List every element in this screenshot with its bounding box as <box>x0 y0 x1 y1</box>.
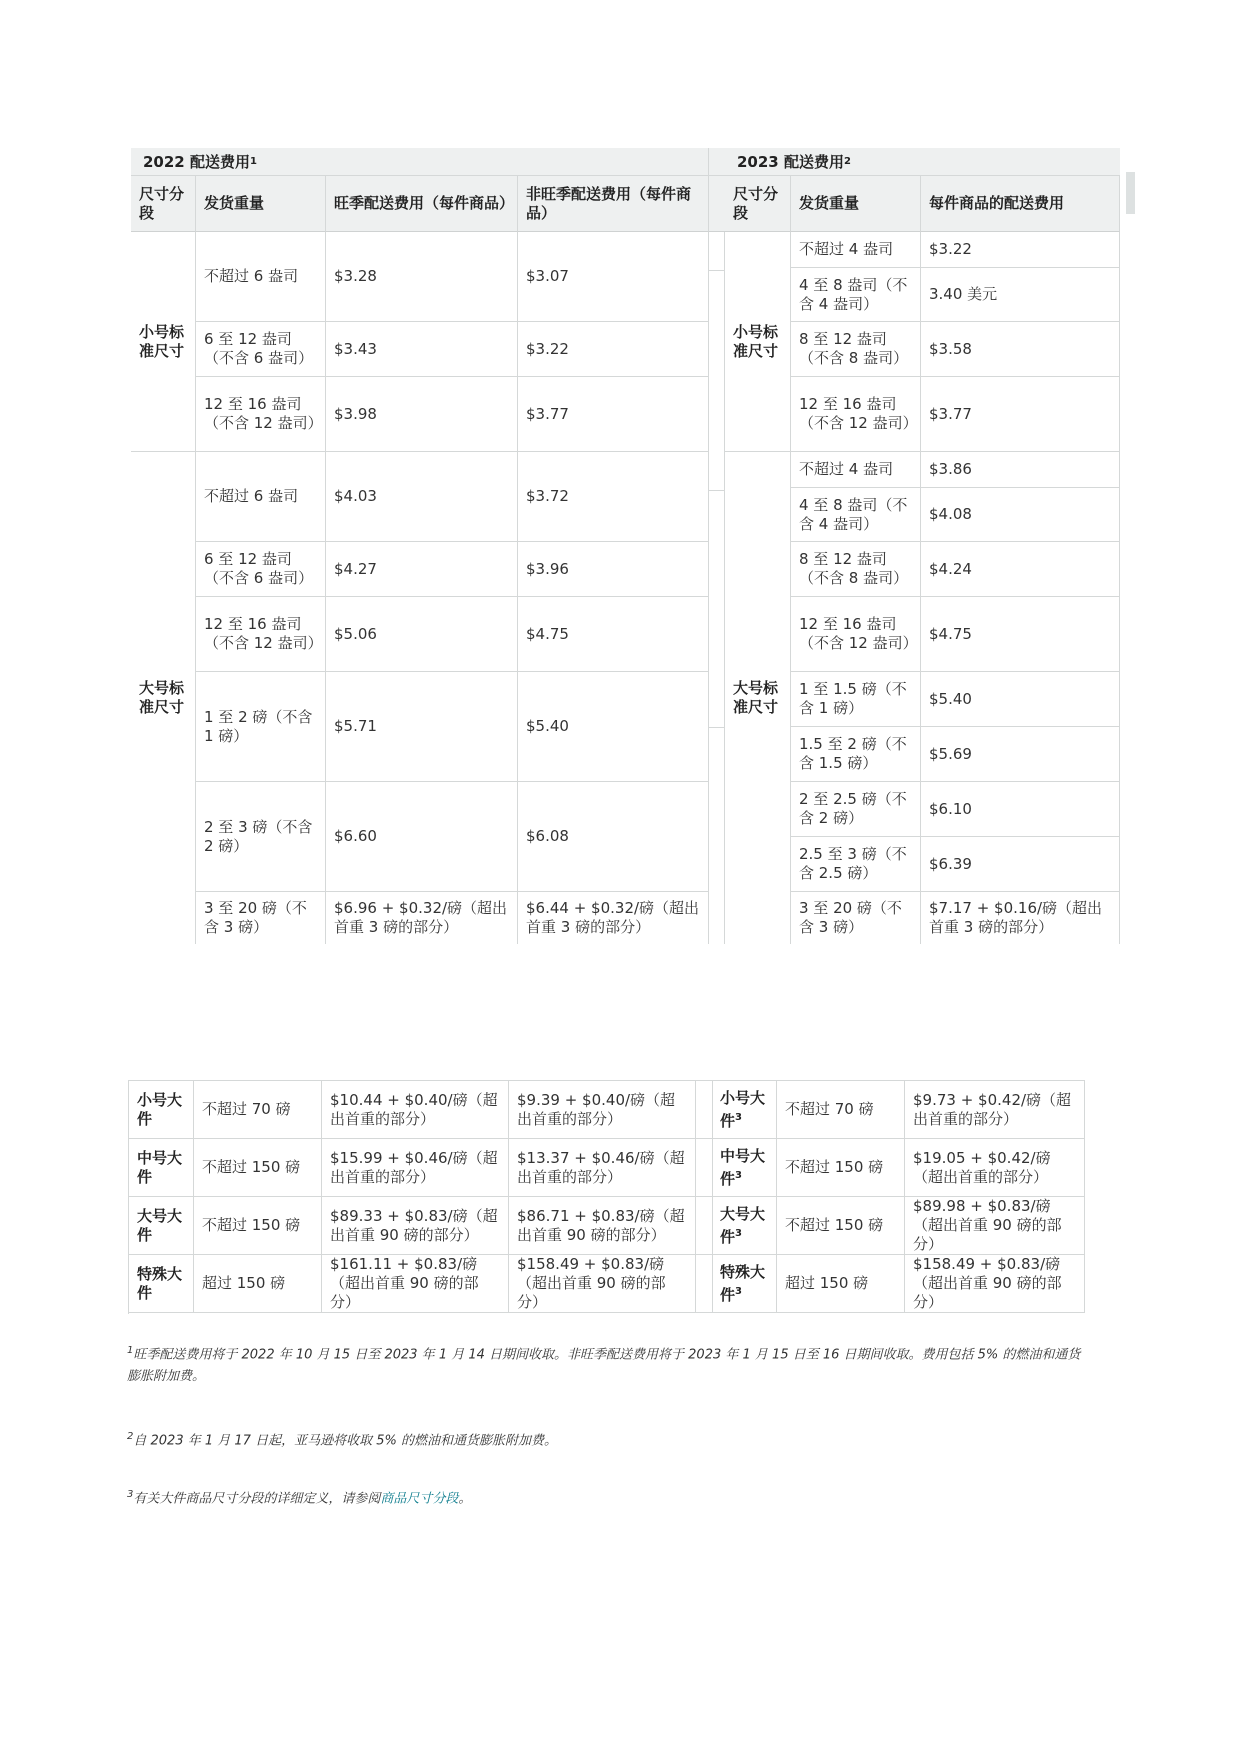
gap-rowline <box>709 727 725 728</box>
table-cell: $6.10 <box>921 782 1120 837</box>
cat2-label: 大号大件 <box>720 1204 766 1246</box>
table-cell: 不超过 70 磅 <box>777 1081 905 1139</box>
header-fee-2023: 每件商品的配送费用 <box>921 176 1120 232</box>
header-offpeak-fee: 非旺季配送费用（每件商品） <box>518 176 709 232</box>
table-cell: $3.72 <box>518 452 709 542</box>
table-cell: 不超过 150 磅 <box>194 1197 322 1255</box>
table-cell: $5.40 <box>518 672 709 782</box>
gap-cell <box>696 1255 713 1313</box>
gap-rowline <box>709 270 725 271</box>
title-2023 <box>725 148 1120 176</box>
title-2022 <box>131 148 709 176</box>
gap-cell <box>696 1081 713 1139</box>
table-cell: $158.49 + $0.83/磅（超出首重 90 磅的部分） <box>509 1255 696 1313</box>
footnote-ref-3: 3 <box>735 1227 742 1239</box>
header-size-tier-2023: 尺寸分段 <box>725 176 791 232</box>
table-row: 不超过 4 盎司 <box>791 452 921 488</box>
cat2-label: 中号大件 <box>720 1146 766 1188</box>
footnote-1-marker: 1 <box>127 1345 134 1356</box>
table-row: 1 至 1.5 磅（不含 1 磅） <box>791 672 921 727</box>
table-cell: 超过 150 磅 <box>194 1255 322 1313</box>
header-size-tier-2022: 尺寸分段 <box>131 176 196 232</box>
footnote-ref-3: 3 <box>735 1285 742 1297</box>
table-row: 6 至 12 盎司（不含 6 盎司） <box>196 322 326 377</box>
header-weight-2022: 发货重量 <box>196 176 326 232</box>
table-row: 4 至 8 盎司（不含 4 盎司） <box>791 488 921 542</box>
footnote-2-marker: 2 <box>127 1431 134 1442</box>
size-tier-oversize-2023 <box>712 1197 777 1255</box>
size-tier-oversize-2023 <box>712 1139 777 1197</box>
size-tier-link[interactable]: 商品尺寸分段 <box>380 1491 459 1507</box>
table-row: 3 至 20 磅（不含 3 磅） <box>791 892 921 944</box>
gap-rowline <box>709 490 725 491</box>
table-cell: $3.28 <box>326 232 518 322</box>
table-cell: $7.17 + $0.16/磅（超出首重 3 磅的部分） <box>921 892 1120 944</box>
table-cell: $4.27 <box>326 542 518 597</box>
scrollbar-thumb[interactable] <box>1126 172 1135 214</box>
table-row: 6 至 12 盎司（不含 6 盎司） <box>196 542 326 597</box>
table-cell: $9.73 + $0.42/磅（超出首重的部分） <box>905 1081 1085 1139</box>
table-row: 8 至 12 盎司（不含 8 盎司） <box>791 322 921 377</box>
table-cell: $3.22 <box>518 322 709 377</box>
footnote-3 <box>127 1484 1087 1510</box>
table-cell: $3.77 <box>921 377 1120 452</box>
table-cell: $6.39 <box>921 837 1120 892</box>
table-row: 2.5 至 3 磅（不含 2.5 磅） <box>791 837 921 892</box>
table-cell: $3.22 <box>921 232 1120 268</box>
size-tier-oversize: 特殊大件 <box>129 1255 194 1313</box>
table-cell: $5.06 <box>326 597 518 672</box>
table-cell: $161.11 + $0.83/磅（超出首重 90 磅的部分） <box>322 1255 509 1313</box>
size-tier-small-2023: 小号标准尺寸 <box>725 232 791 452</box>
table-cell: $4.24 <box>921 542 1120 597</box>
size-tier-small-2022: 小号标准尺寸 <box>131 232 196 452</box>
table-cell: $4.75 <box>921 597 1120 672</box>
table-row: 12 至 16 盎司（不含 12 盎司） <box>196 597 326 672</box>
table-cell: $9.39 + $0.40/磅（超出首重的部分） <box>509 1081 696 1139</box>
gap-cell <box>696 1139 713 1197</box>
table-cell: $3.43 <box>326 322 518 377</box>
table-row: 3 至 20 磅（不含 3 磅） <box>196 892 326 944</box>
table-cell: 超过 150 磅 <box>777 1255 905 1313</box>
size-tier-large-2022: 大号标准尺寸 <box>131 452 196 944</box>
table-row: 8 至 12 盎司（不含 8 盎司） <box>791 542 921 597</box>
table-row: 12 至 16 盎司（不含 12 盎司） <box>196 377 326 452</box>
table-row: 不超过 6 盎司 <box>196 232 326 322</box>
size-tier-oversize: 小号大件 <box>129 1081 194 1139</box>
table-cell: $4.08 <box>921 488 1120 542</box>
table-row: 12 至 16 盎司（不含 12 盎司） <box>791 377 921 452</box>
oversize-fee-table <box>128 1080 1085 1314</box>
header-weight-2023: 发货重量 <box>791 176 921 232</box>
table-cell: $6.60 <box>326 782 518 892</box>
table-cell: $158.49 + $0.83/磅（超出首重 90 磅的部分） <box>905 1255 1085 1313</box>
table-row: 不超过 4 盎司 <box>791 232 921 268</box>
size-tier-oversize-2023 <box>712 1255 777 1313</box>
table-cell: $5.71 <box>326 672 518 782</box>
footnote-3-end: 。 <box>458 1491 472 1507</box>
header-peak-fee: 旺季配送费用（每件商品） <box>326 176 518 232</box>
gap-cell <box>696 1197 713 1255</box>
table-cell: $89.98 + $0.83/磅（超出首重 90 磅的部分） <box>905 1197 1085 1255</box>
table-cell: 不超过 70 磅 <box>194 1081 322 1139</box>
cat2-label: 小号大件 <box>720 1088 766 1130</box>
table-cell: $15.99 + $0.46/磅（超出首重的部分） <box>322 1139 509 1197</box>
table-row: 不超过 6 盎司 <box>196 452 326 542</box>
table-cell: $89.33 + $0.83/磅（超出首重 90 磅的部分） <box>322 1197 509 1255</box>
table-cell: 不超过 150 磅 <box>194 1139 322 1197</box>
cat2-label: 特殊大件 <box>720 1262 766 1304</box>
table-cell: $86.71 + $0.83/磅（超出首重 90 磅的部分） <box>509 1197 696 1255</box>
table-cell: 不超过 150 磅 <box>777 1197 905 1255</box>
table-row: 4 至 8 盎司（不含 4 盎司） <box>791 268 921 322</box>
table-cell: $6.44 + $0.32/磅（超出首重 3 磅的部分） <box>518 892 709 944</box>
footnote-3-marker: 3 <box>127 1489 134 1500</box>
footnote-ref-1: 1 <box>249 156 257 167</box>
table-cell: $5.69 <box>921 727 1120 782</box>
table-cell: $4.75 <box>518 597 709 672</box>
table-cell: $3.96 <box>518 542 709 597</box>
footnote-ref-3: 3 <box>735 1169 742 1181</box>
footnote-3-text: 有关大件商品尺寸分段的详细定义，请参阅 <box>133 1491 381 1507</box>
table-cell: $4.03 <box>326 452 518 542</box>
table-cell: $3.77 <box>518 377 709 452</box>
table-cell: $6.08 <box>518 782 709 892</box>
size-tier-oversize: 大号大件 <box>129 1197 194 1255</box>
table-cell: $13.37 + $0.46/磅（超出首重的部分） <box>509 1139 696 1197</box>
table-cell: $5.40 <box>921 672 1120 727</box>
footnote-1 <box>127 1340 1087 1388</box>
title-2023-text: 2023 配送费用 <box>737 153 844 171</box>
size-tier-oversize: 中号大件 <box>129 1139 194 1197</box>
fee-table-2022-2023 <box>131 148 1120 944</box>
table-cell: 3.40 美元 <box>921 268 1120 322</box>
table-cell: $10.44 + $0.40/磅（超出首重的部分） <box>322 1081 509 1139</box>
footnote-ref-3: 3 <box>735 1111 742 1123</box>
table-cell: $19.05 + $0.42/磅（超出首重的部分） <box>905 1139 1085 1197</box>
footnote-2-text: 自 2023 年 1 月 17 日起，亚马逊将收取 5% 的燃油和通货膨胀附加费。 <box>133 1433 557 1449</box>
table-row: 2 至 2.5 磅（不含 2 磅） <box>791 782 921 837</box>
table-row: 1.5 至 2 磅（不含 1.5 磅） <box>791 727 921 782</box>
table-cell: 不超过 150 磅 <box>777 1139 905 1197</box>
table-cell: $6.96 + $0.32/磅（超出首重 3 磅的部分） <box>326 892 518 944</box>
table-cell: $3.58 <box>921 322 1120 377</box>
footnote-ref-2: 2 <box>843 156 851 167</box>
table-row: 12 至 16 盎司（不含 12 盎司） <box>791 597 921 672</box>
table-cell: $3.86 <box>921 452 1120 488</box>
size-tier-oversize-2023 <box>712 1081 777 1139</box>
footnote-1-text: 旺季配送费用将于 2022 年 10 月 15 日至 2023 年 1 月 14 日期间收取。非旺季配送费用将于 2023 年 1 月 15 日至 16 日期间收取。费用包括 5% 的燃油和通货膨胀附加费。 <box>127 1347 1081 1385</box>
table-cell: $3.98 <box>326 377 518 452</box>
footnote-2 <box>127 1426 1087 1452</box>
table-cell: $3.07 <box>518 232 709 322</box>
size-tier-large-2023: 大号标准尺寸 <box>725 452 791 944</box>
table-row: 1 至 2 磅（不含 1 磅） <box>196 672 326 782</box>
table-row: 2 至 3 磅（不含 2 磅） <box>196 782 326 892</box>
header-gap <box>709 176 726 232</box>
title-2022-text: 2022 配送费用 <box>143 153 250 171</box>
